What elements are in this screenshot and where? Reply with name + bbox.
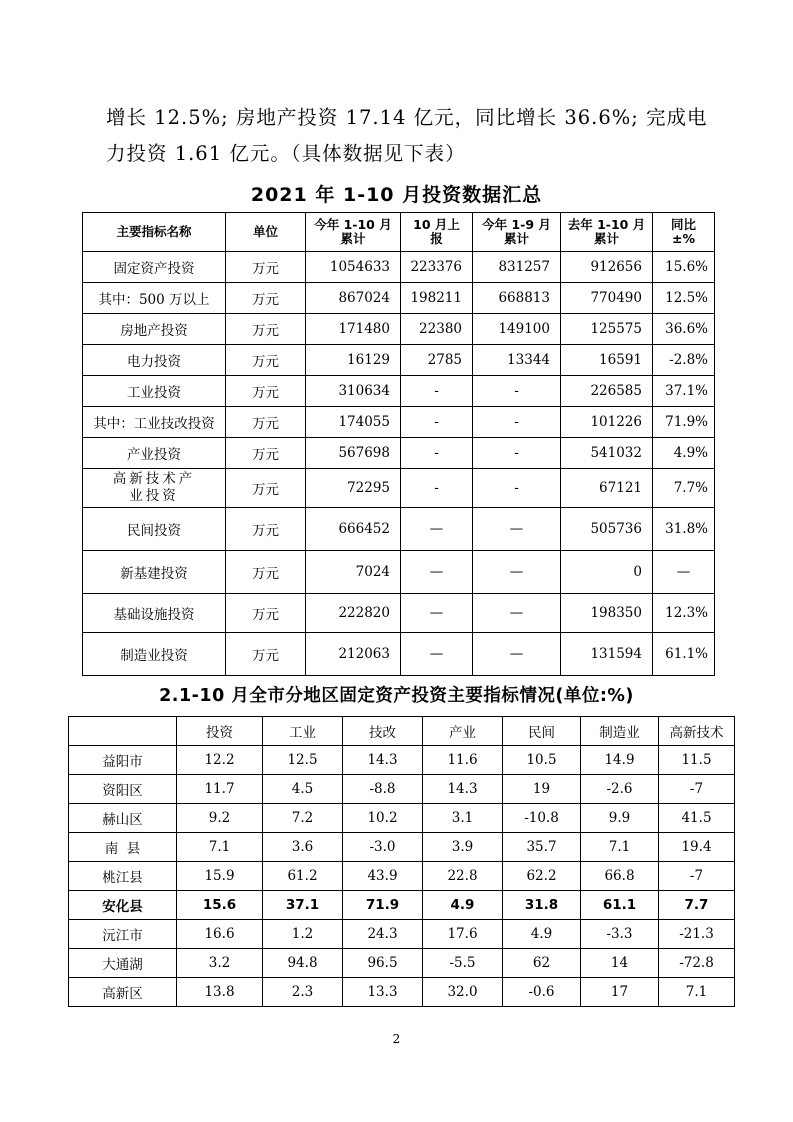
table2-cell: -7	[659, 775, 735, 804]
table2-cell: 16.6	[177, 920, 263, 949]
table1-cell: 174055	[306, 407, 401, 438]
table1-title: 2021 年 1-10 月投资数据汇总	[250, 184, 543, 206]
table2-cell: 96.5	[343, 949, 423, 978]
indicator-name-cell: 高新技术产 业投资	[83, 469, 226, 508]
table2-header-cell: 投资	[177, 717, 263, 746]
table1-cell: 770490	[561, 283, 653, 314]
table2-cell: -21.3	[659, 920, 735, 949]
table1-cell: 101226	[561, 407, 653, 438]
table2-cell: 3.6	[263, 833, 343, 862]
table2-cell: 14.3	[343, 746, 423, 775]
table2-cell: 13.3	[343, 978, 423, 1007]
table2-cell: 7.1	[581, 833, 659, 862]
region-name-cell: 赫山区	[69, 804, 177, 833]
table2-cell: 66.8	[581, 862, 659, 891]
region-name-cell: 安化县	[69, 891, 177, 920]
table2-cell: 7.1	[177, 833, 263, 862]
regional-investment-table	[68, 716, 735, 1007]
table1-cell: 831257	[473, 252, 561, 283]
table1-cell: -	[401, 438, 473, 469]
table2-cell: 22.8	[423, 862, 503, 891]
table2-cell: -0.6	[503, 978, 581, 1007]
table1-cell: 万元	[226, 438, 306, 469]
table2-header-row	[69, 717, 735, 746]
table1-cell: 7.7%	[653, 469, 715, 508]
table1-cell: 万元	[226, 594, 306, 633]
table1-cell: 71.9%	[653, 407, 715, 438]
table1-cell: 131594	[561, 633, 653, 676]
table1-cell: 16591	[561, 345, 653, 376]
table2-cell: 4.9	[423, 891, 503, 920]
table1-row	[83, 314, 715, 345]
table1-cell: 222820	[306, 594, 401, 633]
table1-cell: 36.6%	[653, 314, 715, 345]
table2-cell: 3.2	[177, 949, 263, 978]
table1-row	[83, 438, 715, 469]
table2-cell: 3.1	[423, 804, 503, 833]
table2-cell: 31.8	[503, 891, 581, 920]
table1-cell: 125575	[561, 314, 653, 345]
indicator-name-cell: 制造业投资	[83, 633, 226, 676]
table1-header-cell: 今年 1-9 月 累计	[473, 213, 561, 252]
table1-cell: 15.6%	[653, 252, 715, 283]
table1-row	[83, 407, 715, 438]
table2-cell: 19	[503, 775, 581, 804]
table1-cell: —	[401, 633, 473, 676]
table1-cell: 12.3%	[653, 594, 715, 633]
table2-cell: 13.8	[177, 978, 263, 1007]
indicator-name-cell: 新基建投资	[83, 551, 226, 594]
table2-cell: 94.8	[263, 949, 343, 978]
table1-cell: —	[401, 551, 473, 594]
intro-line-1: 增长 12.5%; 房地产投资 17.14 亿元，同比增长 36.6%; 完成电	[106, 106, 708, 129]
table1-cell: 212063	[306, 633, 401, 676]
table2-cell: 17	[581, 978, 659, 1007]
table1-row	[83, 376, 715, 407]
table2-cell: 15.9	[177, 862, 263, 891]
table1-row	[83, 469, 715, 508]
region-name-cell: 沅江市	[69, 920, 177, 949]
table1-cell: 万元	[226, 252, 306, 283]
table1-row	[83, 345, 715, 376]
table2-cell: 10.2	[343, 804, 423, 833]
table1-cell: 万元	[226, 314, 306, 345]
table1-cell: 万元	[226, 283, 306, 314]
table2-cell: 62.2	[503, 862, 581, 891]
table1-row	[83, 551, 715, 594]
table1-cell: 7024	[306, 551, 401, 594]
table2-cell: 61.2	[263, 862, 343, 891]
table1-cell: 万元	[226, 633, 306, 676]
table2-cell: 62	[503, 949, 581, 978]
table1-cell: 1054633	[306, 252, 401, 283]
table1-cell: 0	[561, 551, 653, 594]
table1-header-cell: 去年 1-10 月 累计	[561, 213, 653, 252]
table1-cell: 4.9%	[653, 438, 715, 469]
table1-cell: -	[401, 469, 473, 508]
page-number: 2	[392, 1032, 401, 1046]
table1-cell: -	[473, 469, 561, 508]
table2-cell: 12.5	[263, 746, 343, 775]
table2-header-cell: 民间	[503, 717, 581, 746]
table1-cell: 2785	[401, 345, 473, 376]
table2-cell: 4.9	[503, 920, 581, 949]
intro-line-2: 力投资 1.61 亿元。（具体数据见下表）	[106, 142, 466, 165]
table1-cell: —	[473, 633, 561, 676]
table2-cell: -7	[659, 862, 735, 891]
table2-cell: 10.5	[503, 746, 581, 775]
table2-header-cell: 制造业	[581, 717, 659, 746]
table2-cell: 11.7	[177, 775, 263, 804]
region-name-cell: 益阳市	[69, 746, 177, 775]
table2-cell: -5.5	[423, 949, 503, 978]
table1-header-cell: 单位	[226, 213, 306, 252]
table2-cell: -2.6	[581, 775, 659, 804]
table2-cell: 11.6	[423, 746, 503, 775]
table2-cell: 17.6	[423, 920, 503, 949]
table2-cell: 4.5	[263, 775, 343, 804]
table1-cell: 37.1%	[653, 376, 715, 407]
table2-cell: -72.8	[659, 949, 735, 978]
table1-cell: 912656	[561, 252, 653, 283]
table1-cell: —	[473, 594, 561, 633]
table1-cell: -	[473, 376, 561, 407]
table1-cell: 万元	[226, 376, 306, 407]
table2-cell: 35.7	[503, 833, 581, 862]
table2-cell: 32.0	[423, 978, 503, 1007]
table1-cell: 67121	[561, 469, 653, 508]
table1-cell: -	[473, 407, 561, 438]
table1-row	[83, 252, 715, 283]
region-name-cell: 桃江县	[69, 862, 177, 891]
indicator-name-cell: 工业投资	[83, 376, 226, 407]
table1-cell: -2.8%	[653, 345, 715, 376]
table2-row	[69, 920, 735, 949]
table2-cell: 1.2	[263, 920, 343, 949]
table1-row	[83, 633, 715, 676]
table2-cell: 9.2	[177, 804, 263, 833]
table2-row	[69, 804, 735, 833]
table1-cell: —	[473, 508, 561, 551]
table1-cell: —	[473, 551, 561, 594]
table2-row	[69, 775, 735, 804]
table2-cell: 7.2	[263, 804, 343, 833]
table2-cell: -3.0	[343, 833, 423, 862]
table1-cell: 万元	[226, 551, 306, 594]
table2-cell: 19.4	[659, 833, 735, 862]
table1-cell: —	[653, 551, 715, 594]
table2-header-cell: 产业	[423, 717, 503, 746]
table1-cell: 13344	[473, 345, 561, 376]
table1-header-row	[83, 213, 715, 252]
table2-cell: 9.9	[581, 804, 659, 833]
indicator-name-cell: 基础设施投资	[83, 594, 226, 633]
table2-cell: 14	[581, 949, 659, 978]
table1-cell: 万元	[226, 508, 306, 551]
table1-cell: —	[401, 594, 473, 633]
region-name-cell: 南 县	[69, 833, 177, 862]
table1-cell: 31.8%	[653, 508, 715, 551]
table2-header-cell: 工业	[263, 717, 343, 746]
table1-row	[83, 508, 715, 551]
table2-cell: 7.7	[659, 891, 735, 920]
investment-summary-table	[82, 212, 715, 676]
table1-cell: 16129	[306, 345, 401, 376]
table2-cell: -10.8	[503, 804, 581, 833]
table2-title: 2.1-10 月全市分地区固定资产投资主要指标情况(单位:%)	[159, 686, 634, 706]
table2-cell: 41.5	[659, 804, 735, 833]
table2-cell: 7.1	[659, 978, 735, 1007]
table1-cell: —	[401, 508, 473, 551]
table2-cell: 12.2	[177, 746, 263, 775]
indicator-name-cell: 民间投资	[83, 508, 226, 551]
region-name-cell: 高新区	[69, 978, 177, 1007]
table2-cell: 43.9	[343, 862, 423, 891]
table2-cell: 61.1	[581, 891, 659, 920]
table2-row	[69, 746, 735, 775]
table2-row	[69, 891, 735, 920]
table1-header-cell: 主要指标名称	[83, 213, 226, 252]
table2-cell: 3.9	[423, 833, 503, 862]
region-name-cell: 大通湖	[69, 949, 177, 978]
indicator-name-cell: 其中：工业技改投资	[83, 407, 226, 438]
table1-cell: 226585	[561, 376, 653, 407]
table1-cell: 12.5%	[653, 283, 715, 314]
table1-cell: 22380	[401, 314, 473, 345]
table1-cell: 171480	[306, 314, 401, 345]
indicator-name-cell: 固定资产投资	[83, 252, 226, 283]
table2-row	[69, 862, 735, 891]
intro-paragraph	[106, 100, 716, 172]
table1-row	[83, 283, 715, 314]
table1-cell: 505736	[561, 508, 653, 551]
table2-cell: 71.9	[343, 891, 423, 920]
table1-cell: 万元	[226, 407, 306, 438]
table2-row	[69, 833, 735, 862]
table1-cell: 198350	[561, 594, 653, 633]
table2-header-cell	[69, 717, 177, 746]
table1-cell: 61.1%	[653, 633, 715, 676]
table1-cell: 223376	[401, 252, 473, 283]
table2-cell: 2.3	[263, 978, 343, 1007]
table1-cell: 867024	[306, 283, 401, 314]
table2-cell: 37.1	[263, 891, 343, 920]
table2-cell: 15.6	[177, 891, 263, 920]
table2-cell: -8.8	[343, 775, 423, 804]
table2-row	[69, 978, 735, 1007]
table1-cell: 149100	[473, 314, 561, 345]
table2-header-cell: 技改	[343, 717, 423, 746]
indicator-name-cell: 产业投资	[83, 438, 226, 469]
table2-cell: 11.5	[659, 746, 735, 775]
table1-row	[83, 594, 715, 633]
table1-cell: -	[401, 376, 473, 407]
region-name-cell: 资阳区	[69, 775, 177, 804]
table1-cell: 万元	[226, 345, 306, 376]
table1-cell: 310634	[306, 376, 401, 407]
indicator-name-cell: 房地产投资	[83, 314, 226, 345]
table1-header-cell: 今年 1-10 月 累计	[306, 213, 401, 252]
table1-cell: 668813	[473, 283, 561, 314]
table1-cell: 666452	[306, 508, 401, 551]
table1-header-cell: 10 月上 报	[401, 213, 473, 252]
table1-cell: 万元	[226, 469, 306, 508]
table2-cell: 14.9	[581, 746, 659, 775]
table2-cell: 14.3	[423, 775, 503, 804]
indicator-name-cell: 其中：500 万以上	[83, 283, 226, 314]
table1-cell: -	[401, 407, 473, 438]
table1-cell: 541032	[561, 438, 653, 469]
table1-cell: 72295	[306, 469, 401, 508]
table1-cell: -	[473, 438, 561, 469]
table2-header-cell: 高新技术	[659, 717, 735, 746]
indicator-name-cell: 电力投资	[83, 345, 226, 376]
table2-row	[69, 949, 735, 978]
table1-header-cell: 同比 ±%	[653, 213, 715, 252]
table1-cell: 198211	[401, 283, 473, 314]
table1-cell: 567698	[306, 438, 401, 469]
table2-cell: 24.3	[343, 920, 423, 949]
table2-cell: -3.3	[581, 920, 659, 949]
